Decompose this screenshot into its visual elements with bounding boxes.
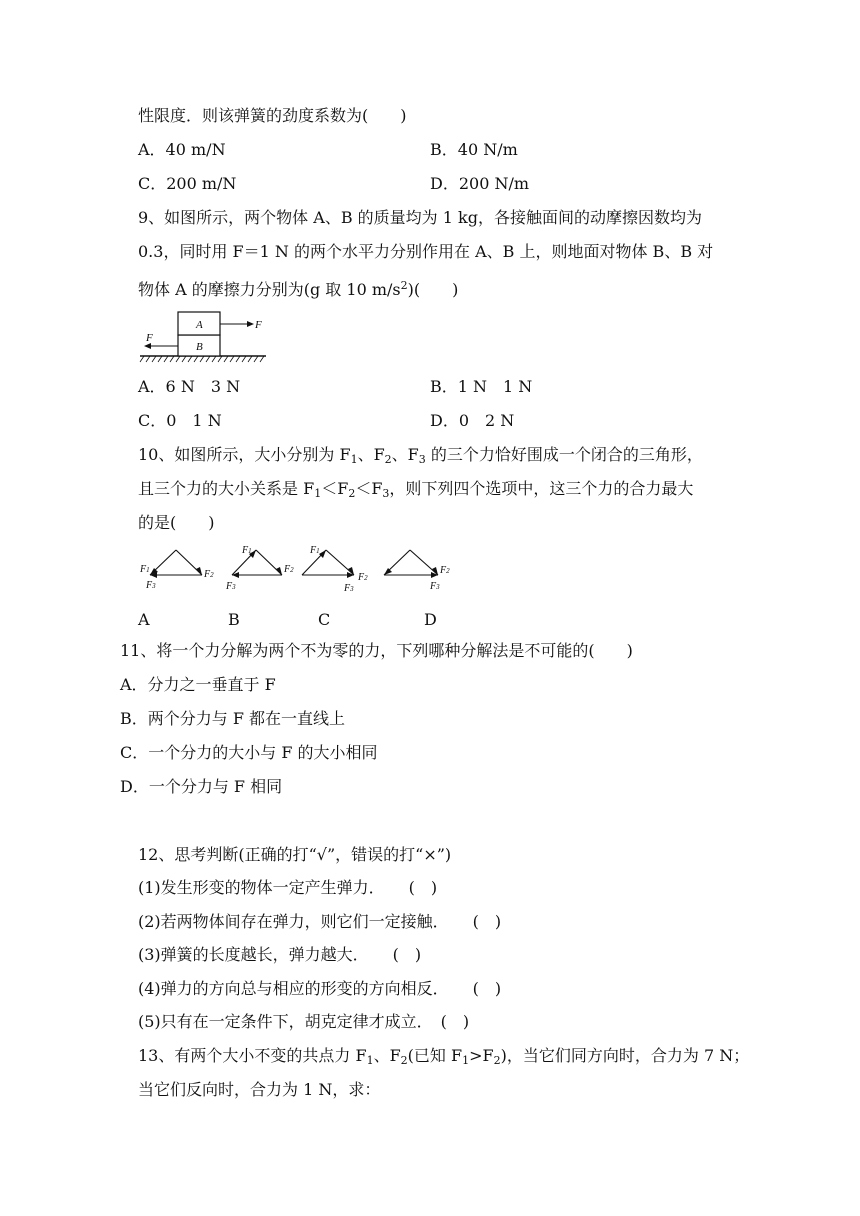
svg-text:F2: F2 (440, 565, 450, 576)
q8-option-b: B．40 N/m (430, 140, 518, 159)
q9-block-a-label: A (196, 319, 203, 331)
q10-label-a: A (138, 610, 150, 629)
svg-text:F2: F2 (284, 564, 294, 575)
q10-triangle-c (296, 545, 376, 595)
q10-label-c: C (318, 610, 331, 629)
svg-text:F1: F1 (310, 545, 320, 556)
q10-line-2: 且三个力的大小关系是 $F_1<F_2<F_3$，则下列四个选项中，这三个力的合力最大 (138, 479, 694, 500)
q9-line-3: 物体 A 的摩擦力分别为(g 取 10 $m/s^2$)( ) (138, 279, 459, 299)
svg-text:F1: F1 (140, 564, 150, 575)
svg-text:F1: F1 (242, 545, 252, 556)
q12-item-2: (2)若两物体间存在弹力，则它们一定接触． ( ) (138, 912, 502, 931)
q9-option-c: C．0 1 N (138, 411, 222, 430)
q12-item-1: (1)发生形变的物体一定产生弹力． ( ) (138, 878, 438, 897)
q11-line: 11、将一个力分解为两个不为零的力，下列哪种分解法是不可能的( ) (120, 641, 633, 660)
q9-option-b: B．1 N 1 N (430, 377, 533, 396)
q11-option-b: B．两个分力与 F 都在一直线上 (120, 709, 346, 728)
q8-option-c: C．200 m/N (138, 174, 237, 193)
q8-option-d: D．200 N/m (430, 174, 530, 193)
svg-text:F3: F3 (226, 581, 236, 592)
svg-text:F2: F2 (204, 569, 214, 580)
q10-triangle-d (378, 545, 458, 595)
q10-line-3: 的是( ) (138, 513, 215, 532)
q13-line-2: 当它们反向时，合力为 1 N，求： (138, 1080, 381, 1099)
q13-line-1: 13、有两个大小不变的共点力 $F_1$、$F_2$(已知 $F_1>F_2$)，当它们同方向时，合力为 7 N； (138, 1046, 750, 1067)
q12-item-5: (5)只有在一定条件下，胡克定律才成立． ( ) (138, 1012, 470, 1031)
q9-option-d: D．0 2 N (430, 411, 515, 430)
q11-option-a: A．分力之一垂直于 F (120, 675, 276, 694)
q9-line-2: 0.3，同时用 F＝1 N 的两个水平力分别作用在 A、B 上，则地面对物体 B、B 对 (138, 242, 714, 261)
q10-triangle-b (222, 545, 302, 595)
q12-item-3: (3)弹簧的长度越长，弹力越大． ( ) (138, 945, 422, 964)
q11-option-d: D．一个分力与 F 相同 (120, 777, 283, 796)
svg-text:F3: F3 (430, 581, 440, 592)
q11-option-c: C．一个分力的大小与 F 的大小相同 (120, 743, 378, 762)
q9-option-a: A．6 N 3 N (138, 377, 241, 396)
q9-line-1: 9、如图所示，两个物体 A、B 的质量均为 1 kg，各接触面间的动摩擦因数均为 (138, 208, 702, 227)
q10-label-b: B (228, 610, 240, 629)
q8-option-a: A．40 m/N (138, 140, 226, 159)
q9-force-left-label: F (146, 332, 153, 344)
svg-text:F3: F3 (344, 583, 354, 594)
q9-force-right-label: F (255, 319, 262, 331)
q10-triangle-a (138, 545, 218, 595)
q9-block-b-label: B (196, 341, 203, 353)
q12-item-4: (4)弹力的方向总与相应的形变的方向相反． ( ) (138, 979, 502, 998)
q9-blocks-figure (138, 306, 268, 368)
q10-label-d: D (424, 610, 437, 629)
q10-line-1: 10、如图所示，大小分别为 $F_1$、$F_2$、$F_3$ 的三个力恰好围成一个闭合的三角形， (138, 445, 703, 466)
svg-text:F2: F2 (358, 572, 368, 583)
q8-line: 性限度．则该弹簧的劲度系数为( ) (138, 106, 407, 125)
svg-text:F3: F3 (146, 580, 156, 591)
q12-title: 12、思考判断(正确的打“√”，错误的打“×”) (138, 845, 452, 864)
